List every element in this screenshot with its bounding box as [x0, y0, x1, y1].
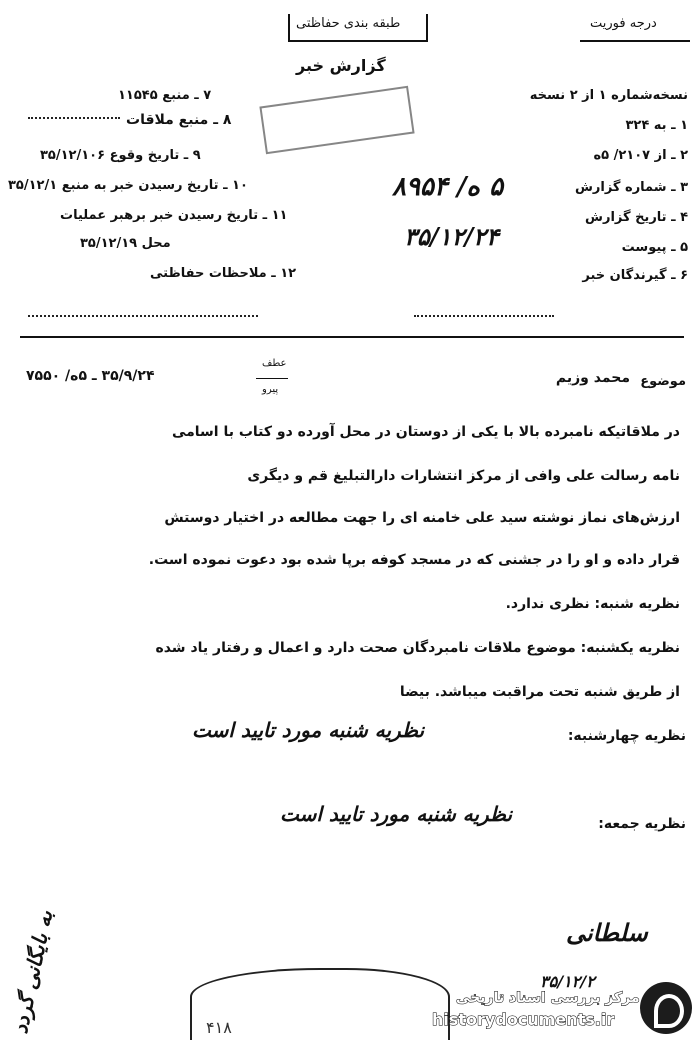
section-divider [20, 336, 684, 338]
priority-label: درجه فوریت [590, 16, 657, 31]
footer-stamp-number: ۴۱۸ [206, 1018, 232, 1037]
opinion-label: نظریه چهارشنبه: [567, 728, 686, 744]
page-title: گزارش خبر [296, 56, 386, 75]
source-type-field: ۸ ـ منبع ملاقات [126, 112, 232, 128]
dotted-leader [28, 100, 120, 119]
subject-label: موضوع [640, 374, 686, 389]
watermark-url: historydocuments.ir [432, 1010, 615, 1029]
to-field: ۱ ـ به ۳۲۴ [625, 118, 688, 133]
remarks-field: ۱۲ ـ ملاحظات حفاظتی [150, 266, 297, 281]
footer-date: ۳۵/۱۲/۲ [540, 972, 595, 991]
margin-note: به بایگانی گردد [7, 908, 58, 1036]
reference-fraction-bar [256, 378, 288, 379]
body-line: ارزش‌های نماز نوشته سید علی خامنه ای را جهت مطالعه در اختیار دوستش [164, 510, 680, 526]
dotted-leader [28, 298, 258, 317]
event-date-field: ۹ ـ تاریخ وقوع ۳۵/۱۲/۱۰۶ [40, 148, 201, 163]
body-line: نظریه شنبه: نظری ندارد. [505, 596, 680, 612]
body-line: از طریق شنبه تحت مراقبت میباشد. بیضا [399, 684, 680, 700]
reference-number: ۳۵/۹/۲۴ ـ ۵ه/ ۷۵۵۰ [26, 368, 155, 384]
place-date-field: محل ۳۵/۱۲/۱۹ [80, 236, 171, 251]
from-field: ۲ ـ از ۲۱۰۷/ ۵ه [593, 148, 688, 163]
report-date-handwriting: ۳۵/۱۲/۲۴ [404, 222, 499, 251]
body-line: نظریه یکشنبه: موضوع ملاقات نامبردگان صحت دارد و اعمال و رفتار یاد شده [155, 640, 680, 656]
classification-label: طبقه بندی حفاظتی [296, 16, 401, 31]
arrival-date-field: ۱۱ ـ تاریخ رسیدن خبر برهبر عملیات [60, 208, 288, 223]
copy-number-field: نسخه‌شماره ۱ از ۲ نسخه [529, 88, 688, 103]
dotted-leader [414, 298, 554, 317]
body-line: نامه رسالت علی وافی از مرکز انتشارات دارالتبلیغ قم و دیگری [247, 468, 680, 484]
report-number-handwriting: ۵ ه/ ۸۹۵۴ [392, 172, 504, 202]
archive-logo-icon [640, 982, 692, 1034]
header-stamp [259, 86, 414, 154]
reference-top: عطف [262, 358, 287, 369]
body-line: قرار داده و او را در جشنی که در مسجد کوفه برپا شده بود دعوت نموده است. [148, 552, 680, 568]
recipients-field: ۶ ـ گیرندگان خبر [582, 268, 688, 283]
priority-underline [580, 40, 690, 42]
source-field: ۷ ـ منبع ۱۱۵۴۵ [118, 88, 212, 103]
body-line: در ملاقاتیکه نامبرده بالا با یکی از دوستان در محل آورده دو کتاب با اسامی [171, 424, 680, 440]
opinion-label: نظریه جمعه: [598, 816, 686, 832]
signature: سلطانی [566, 918, 648, 947]
watermark-title: مرکز بررسی اسناد تاریخی [456, 990, 640, 1006]
subject-value: محمد وزیم [555, 370, 630, 386]
receipt-date-field: ۱۰ ـ تاریخ رسیدن خبر به منبع ۳۵/۱۲/۱ [8, 178, 248, 193]
report-number-field: ۳ ـ شماره گزارش [574, 180, 688, 195]
report-date-field: ۴ ـ تاریخ گزارش [585, 210, 688, 225]
opinion-handwriting: نظریه شنبه مورد تایید است [192, 718, 425, 742]
attachment-field: ۵ ـ پیوست [621, 240, 688, 255]
opinion-handwriting: نظریه شنبه مورد تایید است [280, 802, 513, 826]
reference-bottom: پیرو [262, 384, 279, 395]
